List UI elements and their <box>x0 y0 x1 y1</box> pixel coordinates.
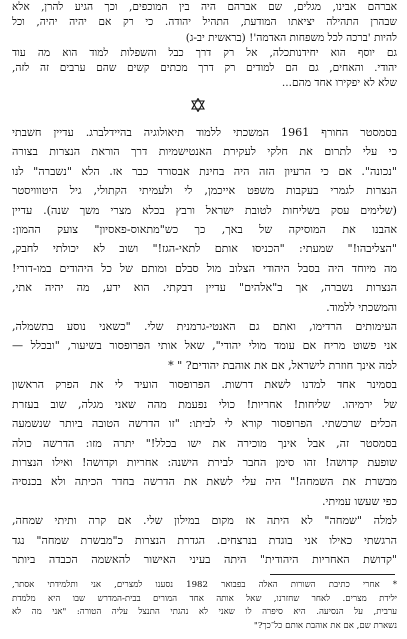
text-line: למלה "שמחה" לא היתה אז מקום במילון שלי. אם קרה ותיתי שמחה, <box>12 514 397 528</box>
text-line: הכלים שרכשתי. הפרופסור קורא לי לביתו: "זו הדרשה הטובה ביותר שנשמעה <box>12 417 397 431</box>
main-text <box>12 123 397 569</box>
text-line: הרגשתי כאילו אני בוגדת בנרצחים. הגדרת הנצרות כ"מבשרת שמחה" נגד <box>12 533 397 547</box>
footnote-line: ילידת מצרים. לאחר שחזרנו, שאל אותה אחד המורים בבית-המדרש שבו היא מלמדת <box>12 593 397 604</box>
text-line: שבהרן התהילה יציאתו המודעת, התהיל יהודה. כי רק אם יהיה יהיה, וכל <box>12 16 397 29</box>
text-line: בסמסטר החורף 1961 המשכתי ללמוד תיאולוגיה בהיידלברג. עדיין חשבתי <box>12 126 397 139</box>
footnote-line: נשארת שם, אם את אוהבת אותם כל־כך?" <box>253 620 397 631</box>
text-line: כפי שעשו עמיתי. <box>322 494 397 508</box>
text-line: (שלימים עסק בשליחות לטובת ישראל ורבץ בכלא מצרי משך שנה). עדיין <box>12 203 397 217</box>
star-of-david-icon <box>191 98 205 112</box>
text-line: של ירמיהו. שליחות! אחריות! כולי נפעמת מהה שאני מגלה, שוב בעזרת <box>12 397 397 411</box>
footnote-line: * אחרי כתיבת השורות האלה בפבואר 1982 נסענו למצרים, אני ותלמידתי אסתר, <box>12 580 397 590</box>
text-line: אהבנו את המוסיקה של באך, כך כש"מתאוס-פאסיון" צועק ההמון: <box>12 223 397 237</box>
text-line: להיות 'ברכה לכל משפחות האדמה'! (בראשית יב-ג) <box>185 31 397 44</box>
continued-paragraph <box>12 0 397 92</box>
footnote <box>12 579 397 633</box>
text-line: מבשרת את השמחה!" היה עלי לשאת את הדרשה בחדר הכיתה ולא בכנסיה <box>12 475 397 489</box>
text-line: העימותים הרדימו, ואתם גם האנטי-גרמנית שלי. "כשאני נוסע בתשמלה, <box>12 320 397 334</box>
text-line: אני פשוט מריח אם עומד מולי יהודי", שאל אותי הפרופסור בשיעור, "ובכלל — <box>12 339 397 353</box>
text-line: בסמינר אחד למדנו לשאת דרשות. הפרופסור הועיד לי את הפרק הראשון <box>12 378 397 392</box>
text-line: "נכונה". אם כי הרעיון הזה היה בחינת אבסורד כבר אז. הלא "נשברה" לנו <box>12 164 397 178</box>
text-line: והמשכתי ללמוד. <box>326 300 397 314</box>
text-line: למה אינך חוזרת לישראל, אם את אוהבת יהודים? " * <box>168 358 397 372</box>
text-line: מה מיוחד היה בסבל היהודי הצלוב מול סבלם ומותם של כל היהודים במו-דורי! <box>12 261 397 275</box>
text-line: "הצליבהו!" שמעתי: "הכניסו אותם לתאי-הגז!" ושוב לא יכולתי לחבק, <box>12 242 397 256</box>
footnote-divider <box>270 574 395 575</box>
text-line: הנצרות נשברה, אך ב"אלהים" עדיין דבקתי. הוא ידע, מה יהיה אתי, <box>12 281 397 295</box>
text-line: כי עלי לתרום את חלקי לעקירת האנטישמיות דרך הוראת הנצרות בצורה <box>12 145 397 159</box>
text-line: אברהם אבינו, מגלים, שם אברהם היה בין המוכפים, וכך הגיע להרן, אלא <box>12 1 397 13</box>
text-line: בסמסטר זה, אבל אינך מוכירה את ישו בכלל!" יתרה מזו: הדרשה כולה <box>12 436 397 450</box>
footnote-line: ערבית, על הנסיעה. היא סיפרה לו שאני לא נהגתי התנצל עליה הטורה: "אני מה לא <box>12 607 397 617</box>
text-line: שופעת קדושה! זהו סימן החבר לבירת הישנה: אחריות וקדושה! ואילו הנצרות <box>12 455 397 469</box>
text-line: יהודי. והאחים, גם הם למודים רק דרך מכתים קשים שהם ערבים זה לזה, <box>12 62 397 75</box>
text-line: גם יוסף הוא יחידנותכלה, אל רק דרך כבל והשפלות למוד הוא מה עוד <box>12 46 397 59</box>
text-line: הנצרות לגמרי בעקבות משפט אייכמן, לי ולעמיתי הקתולי, גיל היטווויסטר <box>12 184 397 198</box>
text-line: שלא לא יפקירו אחד מהם... <box>281 77 397 90</box>
text-line: "קדושת האחריות היהודית" היתה בעיני האישור להאשמה הכבדה ביותר <box>12 552 397 566</box>
